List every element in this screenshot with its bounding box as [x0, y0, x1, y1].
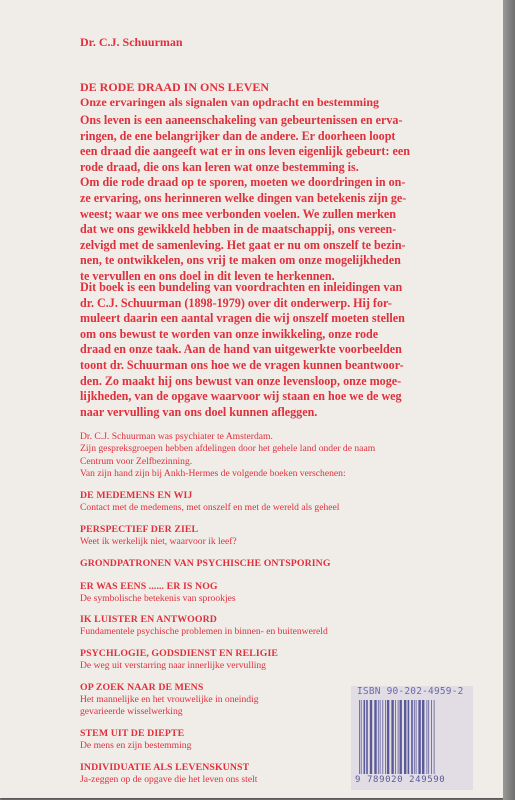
barcode-bar: [359, 700, 360, 774]
list-item-subtitle: Weet ik werkelijk niet, waarvoor ik leef?: [80, 536, 237, 547]
text-line: Dit boek is een bundeling van voordrachten en inleidingen van: [80, 280, 403, 294]
text-line: ze ervaring, ons herinneren welke dingen van betekenis zijn ge-: [80, 190, 407, 205]
list-item: [80, 558, 460, 570]
barcode-bar: [400, 700, 402, 774]
barcode-bar: [408, 700, 410, 774]
list-item-title: GRONDPATRONEN VAN PSYCHISCHE ONTSPORING: [80, 558, 331, 569]
barcode-bar: [411, 700, 413, 774]
list-item-title: IK LUISTER EN ANTWOORD: [80, 614, 217, 625]
list-item-subtitle: Het mannelijke en het vrouwelijke in oneindig: [80, 694, 259, 705]
text-line: nen, te ontwikkelen, ons vrij te maken om onze mogelijkheden: [80, 253, 401, 268]
text-line: Ons leven is een aaneenschakeling van gebeurtenissen en erva-: [80, 113, 403, 127]
text-line: lijkheden, van de opgave waarvoor wij staan en hoe we de weg: [80, 389, 402, 404]
list-item-subtitle: gevarieerde wisselwerking: [80, 706, 183, 717]
barcode-bar: [422, 700, 424, 774]
barcode-bar: [391, 700, 393, 774]
barcode-bar: [418, 700, 420, 774]
list-item: [80, 524, 460, 548]
barcode-bar: [434, 700, 435, 774]
text-line: weest; waar we ons mee verbonden voelen. We zullen merken: [80, 206, 396, 221]
text-line: zelvigd met de samenleving. Het gaat er nu om onszelf te bezin-: [80, 237, 406, 252]
list-item-subtitle: Ja-zeggen op de opgave die het leven ons stelt: [80, 774, 258, 785]
page-edge: [503, 0, 515, 800]
list-item-subtitle: De weg uit verstarring naar innerlijke vervulling: [80, 660, 266, 671]
author-name: Dr. C.J. Schuurman: [80, 35, 183, 49]
text-line: dat we ons gewikkeld hebben in de maatschappij, ons vereen-: [80, 222, 397, 237]
barcode-bar: [385, 700, 386, 774]
barcode-bar: [364, 700, 366, 774]
ean-number: 9 789020 249590: [355, 775, 446, 785]
barcode: [351, 686, 473, 790]
list-item-title: STEM UIT DE DIEPTE: [80, 728, 185, 739]
barcode-bar: [428, 700, 429, 774]
list-item-subtitle: De symbolische betekenis van sprookjes: [80, 593, 236, 604]
barcode-bar: [378, 700, 379, 774]
barcode-bar: [380, 700, 381, 774]
text-line: dr. C.J. Schuurman (1898-1979) over dit onderwerp. Hij for-: [80, 295, 392, 310]
text-line: naar vervulling van ons doel kunnen afleggen.: [80, 404, 318, 419]
barcode-bar: [404, 700, 406, 774]
text-line: Van zijn hand zijn bij Ankh-Hermes de volgende boeken verschenen:: [80, 468, 346, 480]
blurb-paragraph-1: [80, 113, 436, 285]
text-line: Dr. C.J. Schuurman was psychiater te Amsterdam.: [80, 431, 273, 442]
barcode-bar: [366, 700, 368, 774]
list-item-title: INDIVIDUATIE ALS LEVENSKUNST: [80, 762, 250, 773]
text-line: een draad die aangeeft wat er in ons leven eigenlijk gebeurt: een: [80, 144, 410, 159]
barcode-bars: [357, 700, 465, 776]
list-item-subtitle: De mens en zijn bestemming: [80, 740, 192, 751]
barcode-bar: [427, 700, 428, 774]
text-line: muleert daarin een aantal vragen die wij onszelf moeten stellen: [80, 311, 405, 326]
text-line: draad en onze taak. Aan de hand van uitgewerkte voorbeelden: [80, 342, 402, 357]
text-line: Om die rode draad op te sporen, moeten we doordringen in on-: [80, 175, 406, 190]
barcode-bar: [416, 700, 417, 774]
blurb-paragraph-2: [80, 280, 436, 420]
text-line: den. Zo maakt hij ons bewust van onze levensloop, onze moge-: [80, 373, 402, 388]
barcode-bar: [382, 700, 383, 774]
isbn-number: ISBN 90-202-4959-2: [357, 686, 464, 697]
list-item: [80, 490, 460, 514]
text-line: toont dr. Schuurman ons hoe we de vragen kunnen beantwoor-: [80, 357, 404, 372]
barcode-bar: [395, 700, 396, 774]
list-item-title: DE MEDEMENS EN WIJ: [80, 490, 193, 501]
barcode-bar: [361, 700, 362, 774]
barcode-bar: [374, 700, 376, 774]
book-subtitle: Onze ervaringen als signalen van opdracht en bestemming: [80, 95, 379, 109]
barcode-bar: [431, 700, 432, 774]
barcode-bar: [414, 700, 415, 774]
list-item-subtitle: Fundamentele psychische problemen in binnen- en buitenwereld: [80, 626, 328, 637]
barcode-bar: [398, 700, 399, 774]
barcode-bar: [387, 700, 389, 774]
barcode-bar: [370, 700, 372, 774]
list-item-title: ER WAS EENS ...... ER IS NOG: [80, 581, 218, 592]
list-item-title: OP ZOEK NAAR DE MENS: [80, 682, 204, 693]
text-line: om ons bewust te worden van onze inwikkeling, onze rode: [80, 326, 379, 341]
text-line: te vervullen en ons doel in dit leven te herkennen.: [80, 268, 335, 283]
author-bio: [80, 431, 460, 481]
text-line: Zijn gespreksgroepen hebben afdelingen door het gehele land onder de naam: [80, 443, 376, 455]
list-item-subtitle: Contact met de medemens, met onszelf en met de wereld als geheel: [80, 502, 340, 513]
list-item: [80, 648, 460, 672]
list-item-title: PERSPECTIEF DER ZIEL: [80, 524, 199, 535]
text-line: ringen, de ene belangrijker dan de andere. Er doorheen loopt: [80, 128, 396, 143]
list-item: [80, 581, 460, 605]
list-item-title: PSYCHLOGIE, GODSDIENST EN RELIGIE: [80, 648, 279, 659]
text-line: Centrum voor Zelfbezinning.: [80, 455, 193, 467]
book-title: DE RODE DRAAD IN ONS LEVEN: [80, 80, 270, 94]
list-item: [80, 614, 460, 638]
text-line: rode draad, die ons kan leren wat onze bestemming is.: [80, 159, 359, 174]
